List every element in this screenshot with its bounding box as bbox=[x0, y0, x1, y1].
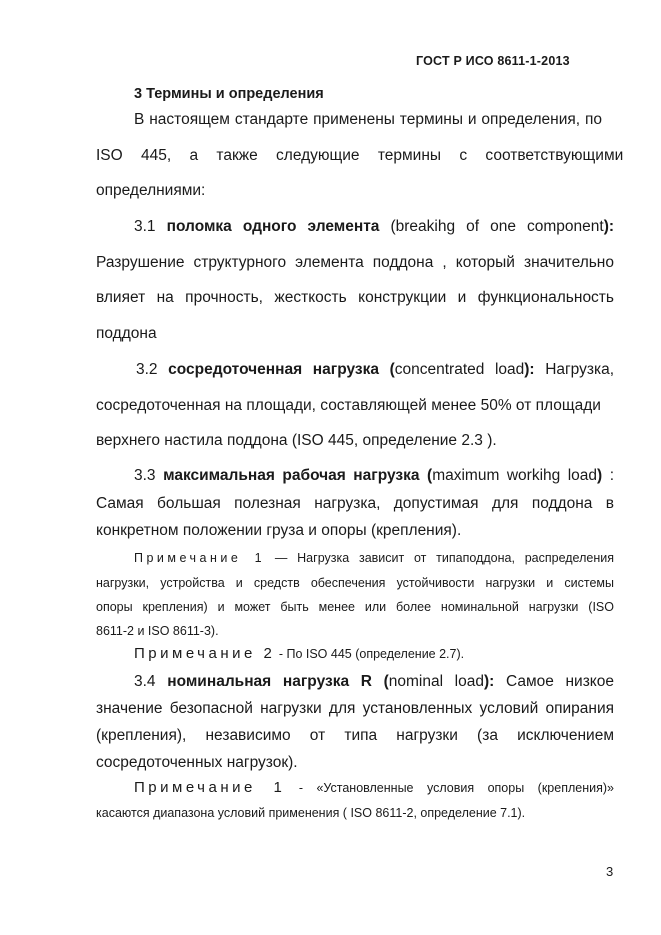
term-3-1-line-2: влияет на прочность, жесткость конструкции и функциональность bbox=[96, 289, 614, 306]
term-3-2-term: сосредоточенная нагрузка bbox=[168, 361, 379, 378]
note-1-label: Примечание 1 bbox=[134, 551, 266, 565]
term-3-2-tail: Нагрузка, bbox=[545, 361, 615, 378]
note-1-dash: — bbox=[274, 551, 288, 565]
term-3-4-line-3: сосредоточенных нагрузок). bbox=[96, 754, 298, 771]
term-3-4-number: 3.4 bbox=[134, 673, 156, 690]
term-3-1-heading: 3.1 поломка одного элемента (breakihg of one component): bbox=[134, 218, 615, 235]
term-3-2-number: 3.2 bbox=[136, 361, 158, 378]
note-2 bbox=[134, 645, 652, 662]
document-code: ГОСТ Р ИСО 8611-1-2013 bbox=[416, 54, 570, 68]
term-3-4-line-2: (крепления), независимо от типа нагрузки (за исключением bbox=[96, 727, 614, 744]
note-3-label: Примечание 1 bbox=[134, 779, 286, 796]
page-number: 3 bbox=[606, 864, 614, 879]
term-3-2-line-2: верхнего настила поддона (ISO 445, определение 2.3 ). bbox=[96, 432, 497, 449]
term-3-3-english: maximum workihg load bbox=[432, 467, 598, 484]
note-3-second-line: касаются диапазона условий применения ( ISO 8611-2, определение 7.1). bbox=[96, 806, 526, 820]
term-3-2-line-1: сосредоточенная на площади, составляющей менее 50% от площади bbox=[96, 397, 601, 414]
term-3-4-term: номинальная нагрузка R bbox=[167, 673, 372, 690]
note-1-line-3: 8611-2 и ISO 8611-3). bbox=[96, 624, 219, 638]
term-3-4-tail: Самое низкое bbox=[505, 673, 615, 690]
term-3-3-line-2: конкретном положении груза и опоры (крепления). bbox=[96, 522, 462, 539]
intro-line-2: ISO 445, а также следующие термины с соответствующими bbox=[96, 147, 624, 164]
note-1-line-2: опоры крепления) и может быть менее или более номинальной нагрузки (ISO bbox=[96, 600, 614, 614]
note-1-first: Нагрузка зависит от типаподдона, распределения bbox=[297, 551, 614, 565]
term-3-4-line-1: значение безопасной нагрузки для установленных условий опирания bbox=[96, 700, 614, 717]
section-title: 3 Термины и определения bbox=[134, 86, 324, 102]
term-3-1-english: breakihg of one component bbox=[395, 218, 604, 235]
note-1-first-line bbox=[134, 551, 614, 565]
term-3-2-heading: 3.2 сосредоточенная нагрузка (concentrated load): Нагрузка, bbox=[136, 361, 615, 378]
note-3-first-line bbox=[134, 779, 614, 796]
intro-line-3: определниями: bbox=[96, 182, 206, 199]
term-3-1-term: поломка одного элемента bbox=[166, 218, 380, 235]
term-3-3-term: максимальная рабочая нагрузка bbox=[163, 467, 420, 484]
note-3-first: - «Установленные условия опоры (крепления)» bbox=[298, 781, 614, 795]
intro-line-1: В настоящем стандарте применены термины и определения, по bbox=[134, 111, 602, 128]
term-3-1-number: 3.1 bbox=[134, 218, 156, 235]
term-3-4-heading: 3.4 номинальная нагрузка R (nominal load): Самое низкое bbox=[134, 673, 615, 690]
term-3-3-heading: 3.3 максимальная рабочая нагрузка (maximum workihg load) : bbox=[134, 467, 615, 484]
term-3-4-english: nominal load bbox=[388, 673, 484, 690]
term-3-3-tail: : bbox=[609, 467, 615, 484]
note-2-text: - По ISO 445 (определение 2.7). bbox=[278, 647, 465, 661]
term-3-1-line-1: Разрушение структурного элемента поддона , который значительно bbox=[96, 254, 614, 271]
term-3-3-number: 3.3 bbox=[134, 467, 156, 484]
term-3-3-line-1: Самая большая полезная нагрузка, допустимая для поддона в bbox=[96, 495, 614, 512]
term-3-2-english: concentrated load bbox=[394, 361, 525, 378]
note-2-label: Примечание 2 bbox=[134, 645, 276, 662]
note-1-line-1: нагрузки, устройства и средств обеспечения устойчивости нагрузки и системы bbox=[96, 576, 614, 590]
term-3-1-line-3: поддона bbox=[96, 325, 157, 342]
